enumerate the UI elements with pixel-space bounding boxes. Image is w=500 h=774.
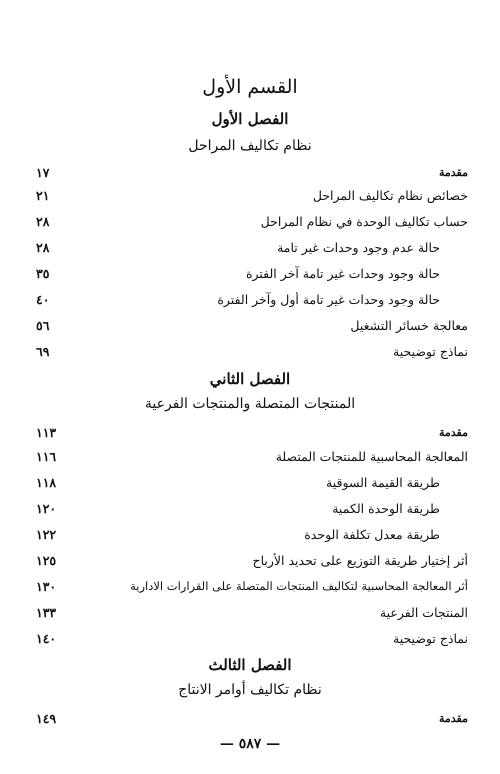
toc-entry-title: طريقة الوحدة الكمية [332, 500, 440, 516]
toc-entry [36, 550, 468, 570]
chapter-2-title: الفصل الثاني [209, 370, 291, 388]
chapter-2-subject: المنتجات المتصلة والمنتجات الفرعية [144, 396, 356, 412]
toc-entry-page: ١١٦ [36, 448, 57, 464]
toc-entry-title: طريقة القيمة السوقية [326, 474, 440, 490]
toc-entry-page: ١٤٠ [36, 630, 57, 646]
chapter-1-title: الفصل الأول [211, 110, 289, 128]
toc-entry [36, 237, 468, 257]
toc-entry [36, 422, 468, 442]
toc-entry-title: حالة وجود وحدات غير تامة آخر الفترة [245, 265, 440, 281]
toc-entry-title: المعالجة المحاسبية للمنتجات المتصلة [275, 448, 468, 464]
toc-entry [36, 524, 468, 544]
toc-entry [36, 315, 468, 335]
toc-entry-page: ١٧ [36, 164, 50, 180]
toc-entry-title: نماذج توضيحية [393, 343, 468, 359]
toc-entry-page: ٢٨ [36, 239, 50, 255]
toc-entry-title: معالجة خسائر التشغيل [350, 317, 468, 333]
toc-entry-title: حالة وجود وحدات غير تامة أول وآخر الفترة [217, 291, 440, 307]
toc-entry [36, 472, 468, 492]
toc-entry-page: ٢١ [36, 187, 50, 203]
toc-entry-page: ١١٣ [36, 424, 57, 440]
toc-entry-title: خصائص نظام تكاليف المراحل [312, 187, 468, 203]
chapter-1-subject: نظام تكاليف المراحل [188, 138, 312, 154]
toc-entry-title: طريقة معدل تكلفة الوحدة [304, 526, 440, 542]
toc-entry [36, 341, 468, 361]
toc-entry-page: ١٣٣ [36, 604, 57, 620]
toc-entry-page: ٥٦ [36, 317, 50, 333]
part-title: القسم الأول [202, 76, 298, 98]
toc-entry-page: ٤٠ [36, 291, 50, 307]
toc-entry-title: نماذج توضيحية [393, 630, 468, 646]
toc-entry-page: ١١٨ [36, 474, 57, 490]
toc-entry-page: ١٢٥ [36, 552, 57, 568]
toc-entry [36, 211, 468, 231]
chapter-3-title: الفصل الثالث [208, 656, 292, 674]
toc-entry-title: حالة عدم وجود وحدات غير تامة [277, 239, 440, 255]
toc-entry-title: المنتجات الفرعية [379, 604, 468, 620]
toc-entry-title: أثر إختيار طريقة التوزيع على تحديد الأرباح [252, 552, 468, 568]
chapter-3-subject: نظام تكاليف أوامر الانتاج [178, 682, 322, 698]
toc-entry [36, 602, 468, 622]
toc-entry [36, 263, 468, 283]
toc-entry-page: ١٢٠ [36, 500, 57, 516]
toc-entry [36, 576, 468, 596]
toc-entry-page: ١٤٩ [36, 710, 57, 726]
toc-entry [36, 446, 468, 466]
toc-entry [36, 185, 468, 205]
toc-entry [36, 708, 468, 728]
toc-entry [36, 289, 468, 309]
toc-entry-page: ٢٨ [36, 213, 50, 229]
toc-entry-page: ١٢٢ [36, 526, 57, 542]
toc-entry-title: أثر المعالجة المحاسبية لتكاليف المنتجات المتصلة على القرارات الادارية [130, 579, 468, 593]
toc-entry-title: مقدمة [438, 711, 468, 725]
toc-entry-page: ١٣٠ [36, 578, 57, 594]
toc-entry [36, 498, 468, 518]
toc-entry-title: مقدمة [438, 165, 468, 179]
toc-entry-page: ٦٩ [36, 343, 50, 359]
toc-entry [36, 628, 468, 648]
toc-entry-page: ٣٥ [36, 265, 50, 281]
toc-entry [36, 162, 468, 182]
footer-page-number: — ٥٨٧ — [219, 736, 281, 752]
toc-entry-title: مقدمة [438, 425, 468, 439]
toc-entry-title: حساب تكاليف الوحدة في نظام المراحل [260, 213, 468, 229]
